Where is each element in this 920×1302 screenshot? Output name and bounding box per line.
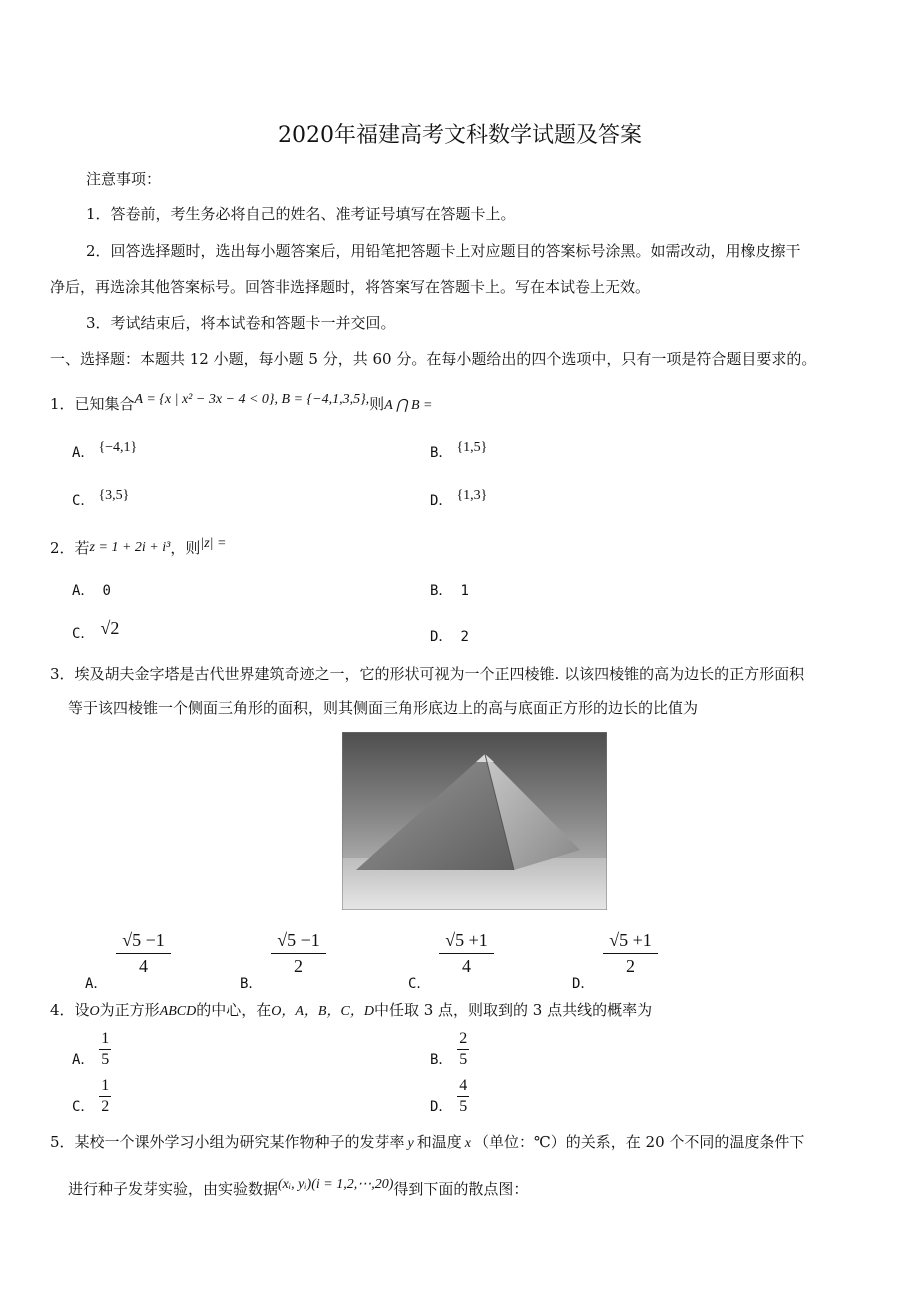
question-2-then: ，则 — [170, 539, 201, 557]
question-2-option-b[interactable] — [430, 580, 469, 600]
option-fraction — [99, 1077, 111, 1116]
question-4-center-o: O — [89, 1004, 100, 1019]
notice-item-2-line-2: 净后，再选涂其他答案标号。回答非选择题时，将答案写在答题卡上。写在本试卷上无效。 — [50, 278, 651, 296]
fraction-numerator: 2 — [457, 1030, 469, 1050]
option-letter: B． — [430, 1051, 453, 1068]
question-2-expr: z = 1 + 2i + i³ — [89, 540, 171, 555]
question-1-prefix: 1．已知集合 — [50, 395, 135, 413]
fraction-numerator: 4 — [457, 1077, 469, 1097]
fraction-denominator: 5 — [459, 1098, 468, 1115]
question-3-line-2: 等于该四棱锥一个侧面三角形的面积，则其侧面三角形底边上的高与底面正方形的边长的比值为 — [68, 699, 699, 717]
notice-item-2-line-1: 2．回答选择题时，选出每小题答案后，用铅笔把答题卡上对应题目的答案标号涂黑。如需改动，用橡皮擦干 — [86, 242, 801, 260]
option-fraction — [99, 1030, 111, 1069]
question-3-option-b[interactable] — [240, 930, 326, 992]
question-1-option-d[interactable] — [430, 490, 487, 510]
option-letter: C． — [72, 1098, 95, 1115]
question-5-data-expr: (xᵢ, yᵢ)(i = 1,2,⋯,20) — [278, 1177, 394, 1192]
notice-item-3: 3．考试结束后，将本试卷和答题卡一并交回。 — [86, 314, 396, 332]
option-letter: A． — [85, 975, 108, 992]
question-5-text-b: 和温度 — [416, 1133, 462, 1151]
question-3-option-c[interactable] — [408, 930, 494, 992]
question-2-stem — [50, 537, 226, 558]
fraction-numerator: √5 −1 — [116, 930, 171, 954]
option-letter: D． — [430, 1098, 453, 1115]
option-fraction — [271, 930, 326, 977]
option-letter: A． — [72, 583, 95, 599]
question-3-option-a[interactable] — [85, 930, 171, 992]
pyramid-photo — [342, 732, 607, 910]
option-letter: B． — [430, 583, 453, 599]
question-5-var-x: x — [464, 1136, 471, 1151]
option-letter: D． — [430, 629, 453, 645]
option-value: {1,5} — [456, 440, 488, 455]
page-title: 2020年福建高考文科数学试题及答案 — [278, 123, 642, 148]
option-value: 0 — [102, 583, 111, 599]
fraction-denominator: 2 — [625, 956, 635, 976]
option-fraction — [439, 930, 494, 977]
question-1-sets: A = {x | x² − 3x − 4 < 0}, B = {−4,1,3,5}, — [134, 392, 370, 407]
question-5-text-a: 5．某校一个课外学习小组为研究某作物种子的发芽率 — [50, 1133, 405, 1151]
fraction-denominator: 4 — [138, 956, 148, 976]
fraction-denominator: 4 — [461, 956, 471, 976]
option-fraction — [116, 930, 171, 977]
option-value: √2 — [100, 618, 120, 638]
fraction-numerator: √5 +1 — [603, 930, 658, 954]
question-1-ask: A ⋂ B = — [384, 398, 433, 413]
question-4-points: O，A，B，C，D — [271, 1004, 374, 1019]
question-1-option-a[interactable] — [72, 442, 137, 462]
fraction-denominator: 5 — [459, 1051, 468, 1068]
option-value: {−4,1} — [98, 440, 138, 455]
question-2-ask: |z| = — [200, 536, 227, 551]
option-fraction — [603, 930, 658, 977]
question-4-option-a[interactable] — [72, 1030, 111, 1069]
question-2-option-c[interactable] — [72, 618, 120, 643]
question-4-text-b: 为正方形 — [99, 1001, 160, 1019]
question-4-option-b[interactable] — [430, 1030, 469, 1069]
question-1-stem — [50, 393, 432, 414]
question-3-line-1: 3．埃及胡夫金字塔是古代世界建筑奇迹之一，它的形状可视为一个正四棱锥. 以该四棱锥的高为边长的正方形面积 — [50, 665, 805, 683]
fraction-denominator: 2 — [293, 956, 303, 976]
notice-item-1: 1．答卷前，考生务必将自己的姓名、准考证号填写在答题卡上。 — [86, 205, 516, 223]
option-letter: B． — [430, 445, 453, 461]
option-fraction — [457, 1030, 469, 1069]
option-value: {3,5} — [98, 488, 130, 503]
option-letter: A． — [72, 1051, 95, 1068]
section-heading-choice: 一、选择题：本题共 12 小题，每小题 5 分，共 60 分。在每小题给出的四个选项中，只有一项是符合题目要求的。 — [50, 350, 817, 368]
fraction-numerator: √5 −1 — [271, 930, 326, 954]
option-letter: C． — [408, 975, 431, 992]
question-4-text-a: 4．设 — [50, 1001, 90, 1019]
question-4-text-c: 的中心，在 — [196, 1001, 272, 1019]
fraction-numerator: 1 — [99, 1077, 111, 1097]
fraction-denominator: 2 — [101, 1098, 110, 1115]
option-value: {1,3} — [456, 488, 488, 503]
option-letter: A． — [72, 445, 95, 461]
option-value: 1 — [460, 583, 469, 599]
option-fraction — [457, 1077, 469, 1116]
question-5-text-c: （单位：℃）的关系，在 20 个不同的温度条件下 — [474, 1133, 805, 1151]
question-5-text-e: 得到下面的散点图： — [393, 1180, 529, 1198]
question-4-stem — [50, 999, 652, 1020]
question-4-square-name: ABCD — [159, 1004, 197, 1019]
question-3-option-d[interactable] — [572, 930, 658, 992]
question-4-option-c[interactable] — [72, 1077, 111, 1116]
question-2-option-d[interactable] — [430, 626, 469, 646]
question-5-line-2 — [68, 1178, 528, 1199]
question-1-then: 则 — [369, 395, 385, 413]
question-1-option-b[interactable] — [430, 442, 487, 462]
question-1-option-c[interactable] — [72, 490, 129, 510]
option-letter: C． — [72, 493, 95, 509]
question-2-option-a[interactable] — [72, 580, 111, 600]
option-letter: B． — [240, 975, 263, 992]
fraction-denominator: 5 — [101, 1051, 110, 1068]
question-5-var-y: y — [407, 1136, 414, 1151]
option-letter: D． — [430, 493, 453, 509]
option-letter: C． — [72, 626, 95, 642]
question-2-prefix: 2．若 — [50, 539, 90, 557]
question-5-text-d: 进行种子发芽实验，由实验数据 — [68, 1180, 279, 1198]
notice-heading: 注意事项： — [86, 170, 162, 188]
question-4-option-d[interactable] — [430, 1077, 469, 1116]
option-letter: D． — [572, 975, 595, 992]
fraction-numerator: 1 — [99, 1030, 111, 1050]
question-5-line-1 — [50, 1131, 804, 1152]
fraction-numerator: √5 +1 — [439, 930, 494, 954]
option-value: 2 — [460, 629, 469, 645]
question-4-text-d: 中任取 3 点，则取到的 3 点共线的概率为 — [373, 1001, 653, 1019]
